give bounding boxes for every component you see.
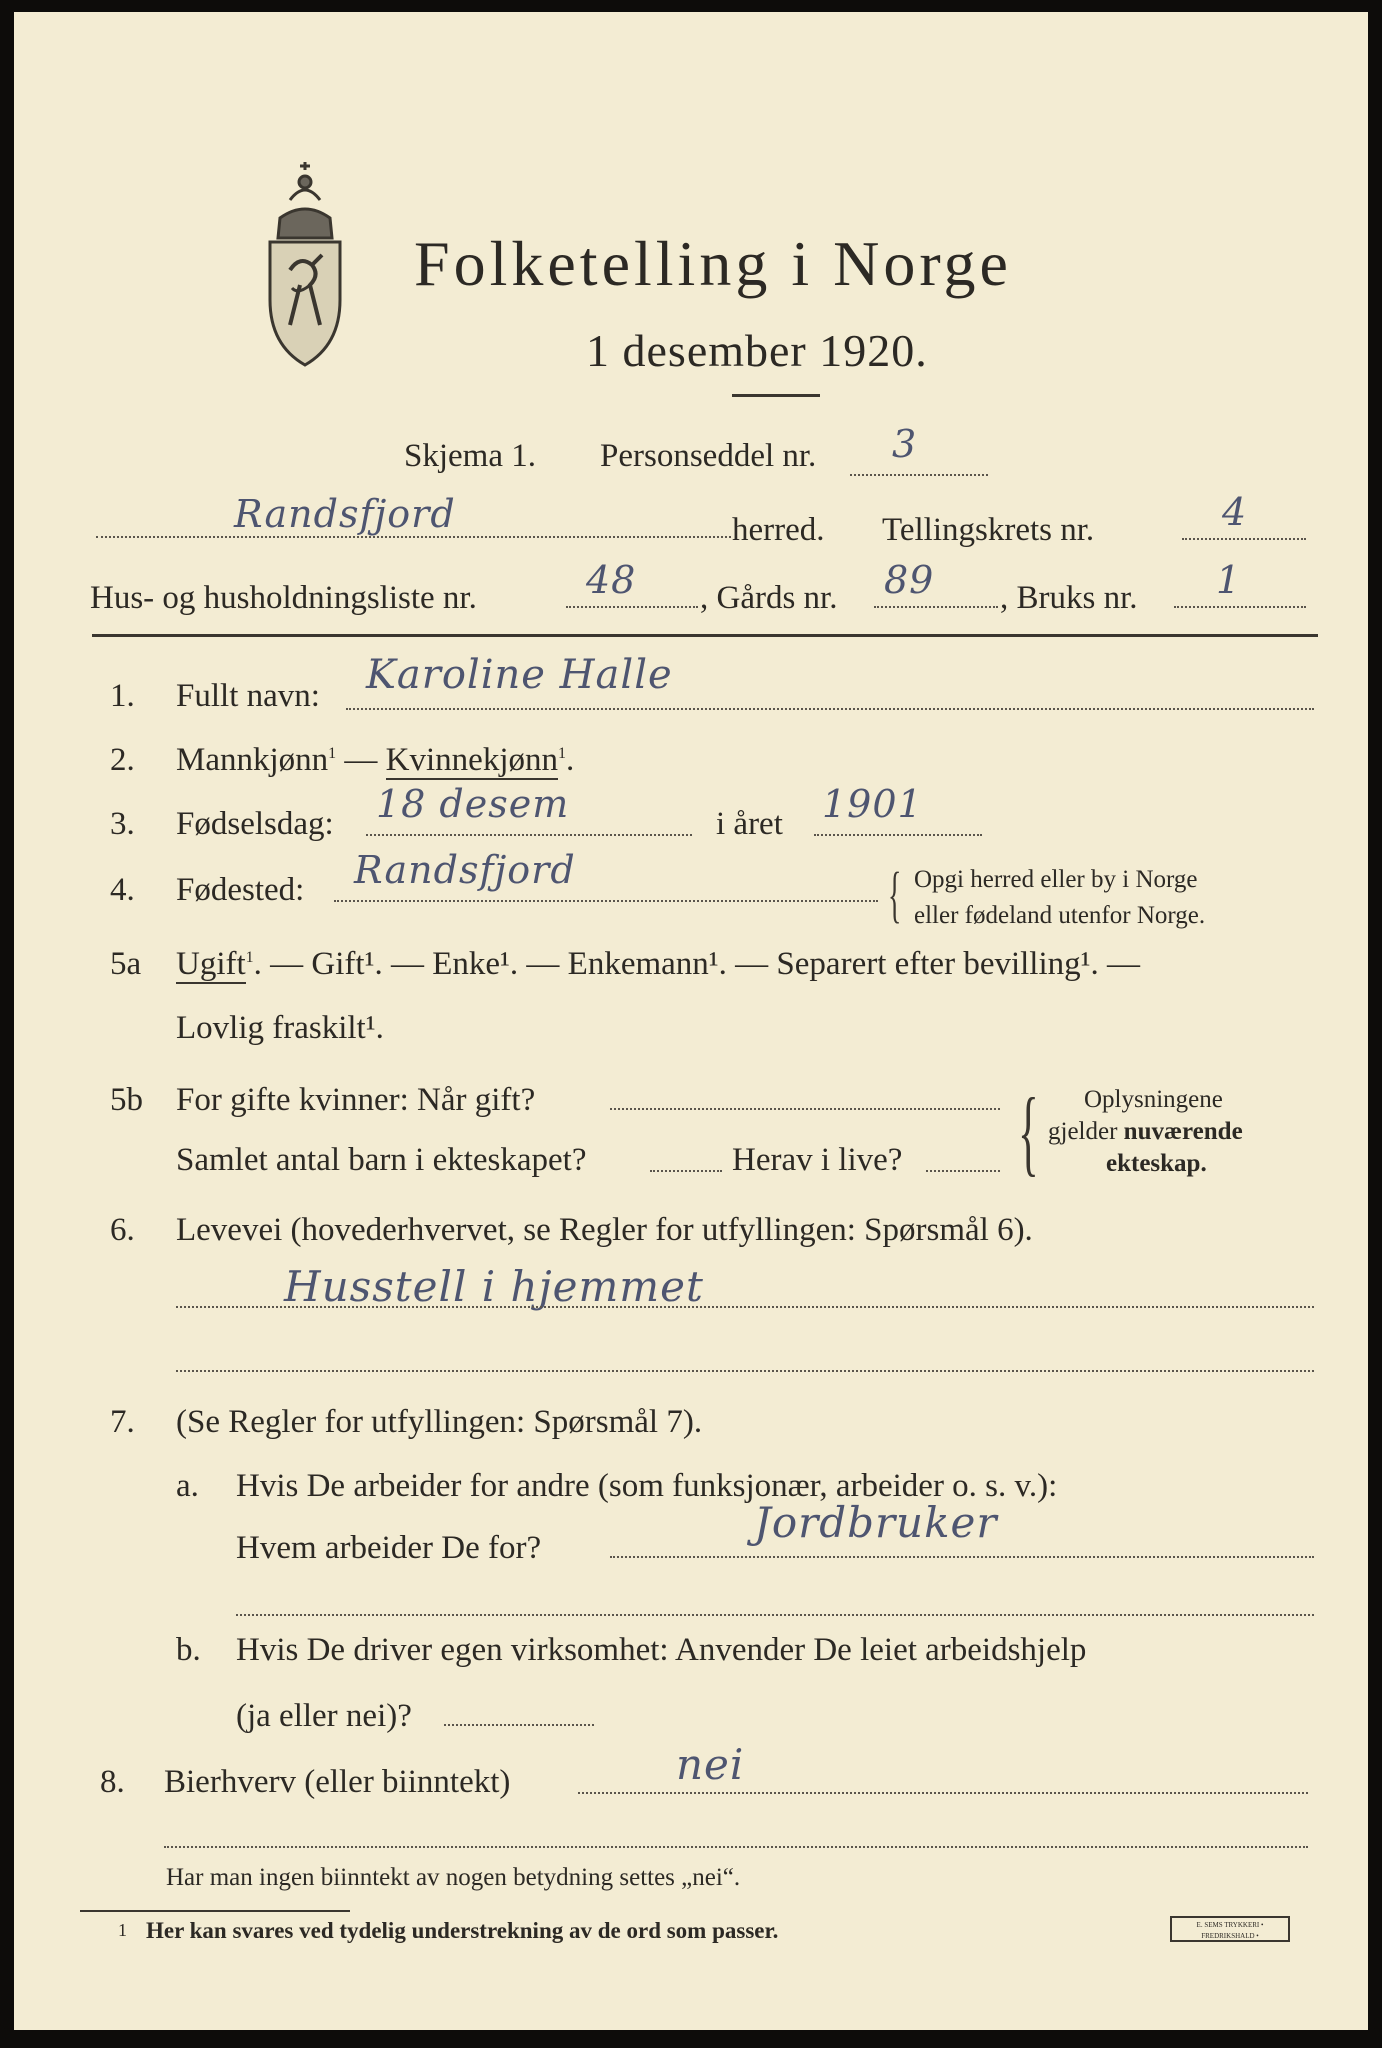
q2-male: Mannkjønn — [176, 742, 329, 778]
q5b-note-line2 — [1048, 1118, 1243, 1146]
hus-label: Hus- og husholdningsliste nr. — [90, 580, 477, 616]
q8-value: nei — [676, 1740, 745, 1789]
q8-label: Bierhverv (eller biinntekt) — [164, 1764, 511, 1800]
q3-date-line — [366, 834, 692, 836]
q4-number: 4. — [110, 872, 135, 908]
q3-year-label: i året — [716, 806, 783, 842]
person-nr-line — [850, 474, 988, 476]
krets-line — [1182, 538, 1306, 540]
herred-value: Randsfjord — [234, 492, 456, 536]
q5b-children-line — [650, 1170, 722, 1172]
q4-note-line1: Opgi herred eller by i Norge — [914, 866, 1198, 893]
q5b-brace: { — [1018, 1078, 1039, 1185]
q3-number: 3. — [110, 806, 135, 842]
form-title: Folketelling i Norge — [414, 228, 1012, 299]
census-date: 1 desember 1920. — [586, 325, 928, 376]
footnote-rule — [80, 1910, 350, 1912]
q8-number: 8. — [100, 1764, 125, 1800]
footnote-mark: 1 — [118, 1920, 127, 1940]
q7b-letter: b. — [176, 1632, 201, 1668]
q2-end: . — [566, 742, 575, 778]
q7b-question: (ja eller nei)? — [236, 1698, 412, 1734]
q5b-children-label: Samlet antal barn i ekteskapet? — [176, 1142, 587, 1178]
census-form-sheet — [14, 12, 1368, 2030]
q2-number: 2. — [110, 742, 135, 778]
q6-number: 6. — [110, 1212, 135, 1248]
q4-label: Fødested: — [176, 872, 305, 908]
q2-female-sup: 1 — [558, 745, 566, 762]
norway-coat-of-arms-icon — [250, 160, 360, 370]
q7a-value: Jordbruker — [754, 1498, 998, 1547]
q5a-text — [176, 946, 1140, 983]
herred-label: herred. — [732, 512, 825, 548]
q4-value: Randsfjord — [354, 848, 576, 892]
q5b-note-line2b: nuværende — [1123, 1118, 1243, 1145]
q7a-question: Hvem arbeider De for? — [236, 1530, 542, 1566]
q5a-ugift-sup: 1 — [245, 949, 254, 966]
q7a-line2 — [236, 1614, 1314, 1616]
q2-female-underlined: Kvinnekjønn — [385, 742, 558, 778]
q5a-line2: Lovlig fraskilt¹. — [176, 1010, 384, 1046]
gards-line — [874, 606, 998, 608]
q1-label: Fullt navn: — [176, 678, 320, 714]
bruks-value: 1 — [1216, 558, 1242, 602]
person-nr-value: 3 — [892, 422, 918, 466]
bruks-label: , Bruks nr. — [1000, 580, 1138, 616]
q5a-ugift-underlined: Ugift — [176, 946, 246, 982]
q5b-alive-line — [926, 1170, 1000, 1172]
header-rule — [92, 634, 1318, 637]
hus-line — [566, 606, 698, 608]
q1-line — [346, 708, 1314, 710]
q3-year-line — [814, 834, 982, 836]
q5a-number: 5a — [110, 946, 142, 982]
q5b-married-when: For gifte kvinner: Når gift? — [176, 1082, 536, 1118]
q5b-married-line — [610, 1108, 1000, 1110]
q7a-line1 — [610, 1556, 1314, 1558]
q2-text — [176, 742, 574, 779]
herred-line — [96, 536, 731, 538]
printer-stamp: E. SEMS TRYKKERI • FREDRIKSHALD • — [1170, 1916, 1290, 1942]
q1-number: 1. — [110, 678, 135, 714]
q1-value: Karoline Halle — [366, 652, 673, 698]
q7a-label: Hvis De arbeider for andre (som funksjonær, arbeider o. s. v.): — [236, 1468, 1058, 1504]
q7-number: 7. — [110, 1404, 135, 1440]
q3-label: Fødselsdag: — [176, 806, 334, 842]
gards-label: , Gårds nr. — [700, 580, 838, 616]
q5b-note-line3: ekteskap. — [1106, 1150, 1207, 1177]
q2-dash: — — [344, 742, 378, 778]
q8-line1 — [578, 1792, 1308, 1794]
q5b-alive-label: Herav i live? — [732, 1142, 903, 1178]
krets-label: Tellingskrets nr. — [882, 512, 1095, 548]
q5b-note-line1: Oplysningene — [1084, 1086, 1223, 1113]
q3-year-value: 1901 — [822, 782, 923, 826]
q4-brace: { — [888, 861, 902, 929]
q7a-letter: a. — [176, 1468, 199, 1504]
q4-note-line2: eller fødeland utenfor Norge. — [914, 902, 1206, 929]
q6-line1 — [176, 1306, 1314, 1308]
person-label: Personseddel nr. — [600, 438, 817, 474]
q4-line — [334, 900, 878, 902]
title-divider — [732, 394, 820, 397]
schema-label: Skjema 1. — [404, 438, 536, 474]
footnote-text: Her kan svares ved tydelig understrekning av de ord som passer. — [146, 1918, 779, 1943]
q7b-line — [444, 1724, 594, 1726]
q7-label: (Se Regler for utfyllingen: Spørsmål 7). — [176, 1404, 703, 1440]
hus-value: 48 — [586, 558, 637, 602]
bruks-line — [1174, 606, 1306, 608]
q5b-number: 5b — [110, 1082, 143, 1118]
q2-male-sup: 1 — [328, 745, 337, 762]
q6-value: Husstell i hjemmet — [284, 1262, 704, 1311]
q7b-label: Hvis De driver egen virksomhet: Anvender De leiet arbeidshjelp — [236, 1632, 1087, 1668]
gards-value: 89 — [884, 558, 935, 602]
q3-date-value: 18 desem — [376, 782, 570, 826]
q6-line2 — [176, 1370, 1314, 1372]
krets-value: 4 — [1222, 490, 1248, 534]
q5b-note-line2a: gjelder — [1048, 1118, 1124, 1145]
q6-label: Levevei (hovederhvervet, se Regler for utfyllingen: Spørsmål 6). — [176, 1212, 1033, 1248]
q5a-options: . — Gift¹. — Enke¹. — Enkemann¹. — Separert efter bevilling¹. — — [253, 946, 1141, 982]
footer-note: Har man ingen biinntekt av nogen betydning settes „nei“. — [166, 1864, 741, 1891]
q8-line2 — [164, 1846, 1308, 1848]
